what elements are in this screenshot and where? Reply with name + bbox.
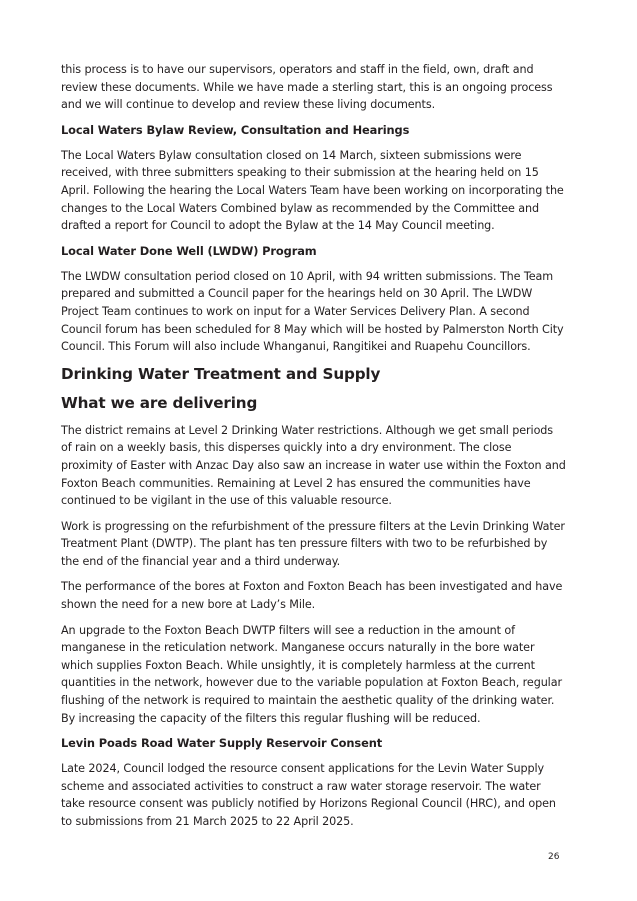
paragraph-procedures-continued: this process is to have our supervisors, operators and staff in the field, own, draft and review these documents. While we have made a sterling start, this is an ongoing process and we will continue to develop and review these living documents. [61, 63, 553, 112]
paragraph-lwdw-program: The LWDW consultation period closed on 10 April, with 94 written submissions. The Team prepared and submitted a Council paper for the hearings held on 30 April. The LWDW Project Team continues to work on input for a Water Services Delivery Plan. A second Council forum has been scheduled for 8 May which will be hosted by Palmerston North City Council. This Forum will also include Whanganui, Rangitikei and Ruapehu Councillors. [61, 269, 564, 354]
heading-local-waters-bylaw: Local Waters Bylaw Review, Consultation and Hearings [61, 122, 410, 137]
page-number: 26 [548, 852, 560, 862]
heading-drinking-water: Drinking Water Treatment and Supply [61, 364, 381, 383]
heading-what-we-are-delivering: What we are delivering [61, 393, 258, 412]
page-content [61, 61, 566, 839]
paragraph-reservoir-consent: Late 2024, Council lodged the resource consent applications for the Levin Water Supply scheme and associated activities to construct a raw water storage reservoir. The water take resource consent was publicly notified by Horizons Regional Council (HRC), and open to submissions from 21 March 2025 to 22 April 2025. [61, 762, 556, 828]
paragraph-bores: The performance of the bores at Foxton and Foxton Beach has been investigated and have shown the need for a new bore at Lady’s Mile. [61, 580, 563, 612]
paragraph-local-waters-bylaw: The Local Waters Bylaw consultation closed on 14 March, sixteen submissions were received, with three submitters speaking to their submission at the hearing held on 15 April. Following the hearing the Local Waters Team have been working on incorporating the changes to the Local Waters Combined bylaw as recommended by the Committee and drafted a report for Council to adopt the Bylaw at the 14 May Council meeting. [61, 148, 564, 233]
paragraph-manganese-upgrade: An upgrade to the Foxton Beach DWTP filters will see a reduction in the amount of manganese in the reticulation network. Manganese occurs naturally in the bore water which supplies Foxton Beach. While unsightly, it is completely harmless at the current quantities in the network, however due to the variable population at Foxton Beach, regular flushing of the network is required to maintain the aesthetic quality of the drinking water. By increasing the capacity of the filters this regular flushing will be reduced. [61, 623, 562, 725]
heading-lwdw-program: Local Water Done Well (LWDW) Program [61, 243, 317, 258]
paragraph-water-restrictions: The district remains at Level 2 Drinking Water restrictions. Although we get small periods of rain on a weekly basis, this disperses quickly into a dry environment. The close proximity of Easter with Anzac Day also saw an increase in water use within the Foxton and Foxton Beach communities. Remaining at Level 2 has ensured the communities have continued to be vigilant in the use of this valuable resource. [61, 423, 566, 508]
heading-reservoir-consent: Levin Poads Road Water Supply Reservoir Consent [61, 736, 383, 751]
paragraph-pressure-filters: Work is progressing on the refurbishment of the pressure filters at the Levin Drinking Water Treatment Plant (DWTP). The plant has ten pressure filters with two to be refurbished by the end of the financial year and a third underway. [61, 519, 565, 568]
